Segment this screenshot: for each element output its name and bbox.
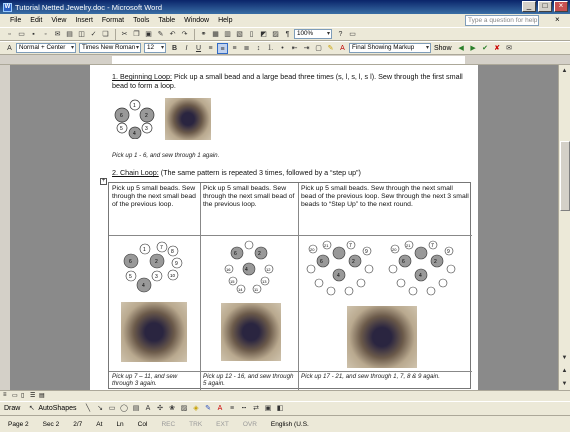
step2-text: (The same pattern is repeated 3 times, followed by a “step up”) [158, 168, 361, 177]
arrow-style-icon[interactable]: ⇄ [253, 405, 259, 412]
svg-text:9: 9 [365, 249, 368, 255]
numbering-icon[interactable]: ⒈ [267, 44, 274, 52]
status-line: Ln [116, 420, 124, 428]
status-rec[interactable]: REC [161, 420, 176, 428]
wordart-icon[interactable]: A [145, 405, 151, 412]
bold-icon[interactable]: B [171, 44, 178, 52]
menu-window[interactable]: Window [184, 17, 210, 24]
line-icon[interactable]: ╲ [85, 405, 91, 412]
svg-text:6: 6 [234, 251, 237, 257]
paste-icon[interactable]: ▣ [145, 30, 152, 38]
insert-comment-icon[interactable]: ✉ [506, 44, 512, 52]
svg-text:7: 7 [160, 245, 163, 251]
svg-text:6: 6 [120, 113, 123, 119]
table-move-handle-icon[interactable]: + [101, 178, 106, 184]
accept-change-icon[interactable]: ✔ [482, 44, 488, 52]
col3-instruction: Pick up 5 small beads. Sew through the next small bead of the previous loop. Sew through the next 3 small beads to “Step Up” to the next round. [301, 185, 469, 208]
arrow-icon[interactable]: ↘ [97, 405, 103, 412]
menu-file[interactable]: File [10, 17, 22, 24]
bullets-icon[interactable]: • [281, 44, 284, 52]
svg-text:2: 2 [155, 259, 158, 265]
reject-change-icon[interactable]: ✘ [494, 44, 500, 52]
svg-text:20: 20 [310, 247, 315, 252]
draw-menu[interactable]: Draw [4, 405, 21, 412]
col1-caption: Pick up 7 – 11, and sew through 3 again. [112, 373, 178, 387]
spelling-icon[interactable]: ✓ [90, 30, 97, 38]
align-left-icon[interactable]: ≡ [208, 44, 213, 52]
menu-tools[interactable]: Tools [133, 17, 150, 24]
menu-insert[interactable]: Insert [75, 17, 93, 24]
drawing-toolbar [0, 401, 570, 415]
beginning-loop-diagram [110, 97, 160, 139]
status-language[interactable]: English (U.S. [270, 420, 309, 428]
horizontal-scrollbar[interactable] [0, 390, 570, 401]
svg-text:2: 2 [434, 259, 437, 265]
align-right-icon[interactable]: ≡ [232, 44, 237, 52]
next-page-icon[interactable]: ▼ [561, 381, 568, 387]
step1-heading: 1. Beginning Loop: [112, 72, 172, 81]
fill-color-icon[interactable]: ◈ [193, 405, 199, 412]
svg-text:4: 4 [142, 283, 145, 289]
cut-icon[interactable]: ✂ [121, 30, 128, 38]
redo-icon[interactable]: ↷ [181, 30, 188, 38]
horizontal-ruler[interactable] [0, 55, 570, 65]
col2-bead-diagram [219, 239, 289, 297]
step1-text: Pick up a small bead and a large bead three times (s, l, s, l, s l). Sew through the first small bead to form a loop. [112, 72, 463, 90]
insert-excel-icon[interactable]: ▧ [236, 30, 243, 38]
help-icon[interactable]: ? [338, 30, 343, 38]
svg-text:4: 4 [133, 131, 136, 137]
svg-text:13: 13 [262, 279, 267, 284]
col2-photo [221, 303, 281, 361]
menu-table[interactable]: Table [158, 17, 176, 24]
svg-text:16: 16 [226, 267, 231, 272]
justify-icon[interactable]: ≣ [243, 44, 250, 52]
svg-text:10: 10 [170, 273, 176, 278]
svg-text:2: 2 [145, 113, 148, 119]
oval-icon[interactable]: ◯ [120, 405, 128, 412]
document-page[interactable] [90, 65, 478, 390]
svg-text:14: 14 [238, 287, 243, 292]
svg-text:6: 6 [320, 259, 323, 265]
status-ovr[interactable]: OVR [242, 420, 257, 428]
svg-text:15: 15 [230, 279, 235, 284]
document-area [10, 65, 558, 390]
svg-text:9: 9 [175, 261, 178, 267]
research-icon[interactable]: ❏ [102, 30, 109, 38]
title-bar [0, 0, 570, 14]
svg-text:21: 21 [324, 243, 329, 248]
email-icon[interactable]: ✉ [54, 30, 61, 38]
step1-caption: Pick up 1 - 6, and sew through 1 again. [112, 152, 220, 159]
status-section: Sec 2 [42, 420, 60, 428]
italic-icon[interactable]: I [185, 44, 188, 52]
show-markup-menu[interactable]: Show [434, 44, 452, 52]
beginning-loop-photo [165, 98, 211, 140]
underline-icon[interactable]: U [195, 44, 202, 52]
3d-style-icon[interactable]: ◧ [276, 405, 284, 412]
text-box-icon[interactable]: ▤ [132, 405, 140, 412]
svg-text:20: 20 [392, 247, 397, 252]
col1-instruction: Pick up 5 small beads. Sew through the next small bead of the previous loop. [112, 185, 196, 208]
vertical-ruler[interactable] [0, 65, 10, 390]
styles-pane-icon[interactable]: A [7, 44, 12, 52]
font-size-select[interactable]: 12 ▾ [144, 43, 166, 53]
style-select[interactable]: Normal + Center ▾ [16, 43, 76, 53]
open-icon[interactable]: ▭ [18, 30, 25, 38]
picture-icon[interactable]: ▨ [180, 405, 188, 412]
svg-text:4: 4 [419, 273, 422, 279]
close-button[interactable]: × [554, 1, 568, 12]
col3-photo [347, 306, 417, 368]
standard-toolbar [0, 27, 570, 41]
web-layout-icon[interactable]: ▭ [12, 393, 18, 399]
svg-text:21: 21 [406, 243, 411, 248]
permission-icon[interactable]: ◦ [44, 30, 47, 38]
line-color-icon[interactable]: ✎ [205, 405, 211, 412]
svg-text:4: 4 [337, 273, 340, 279]
highlight-icon[interactable]: ✎ [327, 44, 334, 52]
step2-paragraph [112, 168, 472, 177]
svg-text:3: 3 [155, 274, 158, 280]
word-app-icon[interactable]: W [4, 3, 11, 10]
status-page: Page 2 [8, 420, 29, 428]
svg-text:8: 8 [171, 249, 174, 255]
scroll-down-icon[interactable]: ▼ [561, 355, 568, 361]
svg-text:7: 7 [431, 243, 434, 249]
display-for-review-select[interactable]: Final Showing Markup ▾ [349, 43, 431, 53]
line-spacing-icon[interactable]: ↕ [256, 44, 261, 52]
svg-text:11: 11 [254, 287, 259, 292]
reading-layout-icon[interactable]: ▤ [39, 393, 45, 399]
print-icon[interactable]: ▤ [66, 30, 73, 38]
print-layout-icon[interactable]: ▯ [21, 393, 25, 399]
window-title: Tutorial Netted Jewelry.doc - Microsoft Word [15, 2, 162, 12]
minimize-button[interactable]: _ [522, 1, 536, 12]
col1-bead-diagram [115, 239, 195, 297]
svg-text:4: 4 [245, 267, 248, 273]
svg-text:2: 2 [352, 259, 355, 265]
status-column: Col [137, 420, 148, 428]
new-document-icon[interactable]: ▫ [8, 30, 11, 38]
format-painter-icon[interactable]: ✎ [157, 30, 164, 38]
diagram-icon[interactable]: ✣ [157, 405, 163, 412]
vertical-scrollbar[interactable] [558, 65, 570, 390]
menu-edit[interactable]: Edit [30, 17, 43, 24]
line-style-icon[interactable]: ≡ [229, 405, 235, 412]
drawing-icon[interactable]: ◩ [260, 30, 267, 38]
borders-icon[interactable]: ▢ [315, 44, 322, 52]
zoom-select[interactable]: 100% ▾ [294, 29, 332, 39]
rectangle-icon[interactable]: ▭ [108, 405, 116, 412]
svg-text:2: 2 [258, 251, 261, 257]
select-objects-icon[interactable]: ↖ [28, 405, 35, 412]
decrease-indent-icon[interactable]: ⇤ [291, 44, 298, 52]
align-center-icon[interactable]: ≡ [217, 43, 228, 54]
scroll-up-icon[interactable]: ▲ [561, 68, 568, 74]
svg-text:6: 6 [402, 259, 405, 265]
read-icon[interactable]: ▭ [349, 30, 356, 38]
svg-text:5: 5 [120, 126, 123, 132]
next-change-icon[interactable]: ▶ [470, 44, 476, 52]
copy-icon[interactable]: ❐ [133, 30, 140, 38]
svg-text:5: 5 [129, 274, 132, 280]
col2-instruction: Pick up 5 small beads. Sew through the next small bead of the previous loop. [203, 185, 295, 208]
show-hide-icon[interactable]: ¶ [285, 30, 290, 38]
status-at: At [96, 420, 103, 428]
previous-page-icon[interactable]: ▲ [561, 368, 568, 374]
formatting-toolbar [0, 41, 570, 55]
save-icon[interactable]: ▪ [32, 30, 35, 38]
font-select[interactable]: Times New Roman ▾ [79, 43, 141, 53]
menu-view[interactable]: View [51, 17, 67, 24]
outline-view-icon[interactable]: ☰ [30, 393, 36, 399]
document-close-icon[interactable]: × [555, 15, 560, 24]
step2-heading: 2. Chain Loop: [112, 168, 159, 177]
col3-caption: Pick up 17 - 21, and sew through 1, 7, 8 & 9 again. [301, 373, 440, 380]
svg-text:1: 1 [143, 247, 146, 253]
clip-art-icon[interactable]: ❀ [169, 405, 175, 412]
svg-text:1: 1 [133, 103, 136, 109]
dash-style-icon[interactable]: ┅ [241, 405, 247, 412]
tables-borders-icon[interactable]: ▦ [212, 30, 219, 38]
normal-view-icon[interactable]: ≡ [3, 392, 7, 398]
svg-text:12: 12 [266, 267, 271, 272]
svg-text:9: 9 [447, 249, 450, 255]
status-ext[interactable]: EXT [216, 420, 229, 428]
previous-change-icon[interactable]: ◀ [458, 44, 464, 52]
col3-bead-diagram-left [303, 239, 383, 297]
scroll-thumb[interactable] [560, 141, 570, 211]
insert-table-icon[interactable]: ▥ [224, 30, 231, 38]
status-trk[interactable]: TRK [189, 420, 203, 428]
menu-help[interactable]: Help [218, 17, 233, 24]
autoshapes-menu[interactable]: AutoShapes [38, 405, 77, 412]
step1-paragraph [112, 72, 472, 90]
svg-text:6: 6 [129, 259, 132, 265]
svg-text:7: 7 [349, 243, 352, 249]
svg-text:3: 3 [145, 126, 148, 132]
print-preview-icon[interactable]: ◫ [78, 30, 85, 38]
chain-loop-table [108, 182, 471, 389]
col2-caption: Pick up 12 - 16, and sew through 5 again. [203, 373, 294, 387]
help-search-input[interactable]: Type a question for help [465, 15, 539, 26]
maximize-button[interactable]: □ [538, 1, 552, 12]
shadow-style-icon[interactable]: ▣ [264, 405, 272, 412]
status-bar [0, 415, 570, 432]
draw-font-color-icon[interactable]: A [217, 405, 223, 412]
menu-format[interactable]: Format [101, 17, 125, 24]
increase-indent-icon[interactable]: ⇥ [303, 44, 310, 52]
col3-bead-diagram-right [385, 239, 467, 297]
undo-icon[interactable]: ↶ [169, 30, 176, 38]
col1-photo [121, 302, 187, 362]
hyperlink-icon[interactable]: ⚭ [200, 30, 207, 38]
status-page-count: 2/7 [73, 420, 83, 428]
columns-icon[interactable]: ▯ [249, 30, 254, 38]
font-color-icon[interactable]: A [340, 44, 345, 52]
document-map-icon[interactable]: ▨ [272, 30, 279, 38]
